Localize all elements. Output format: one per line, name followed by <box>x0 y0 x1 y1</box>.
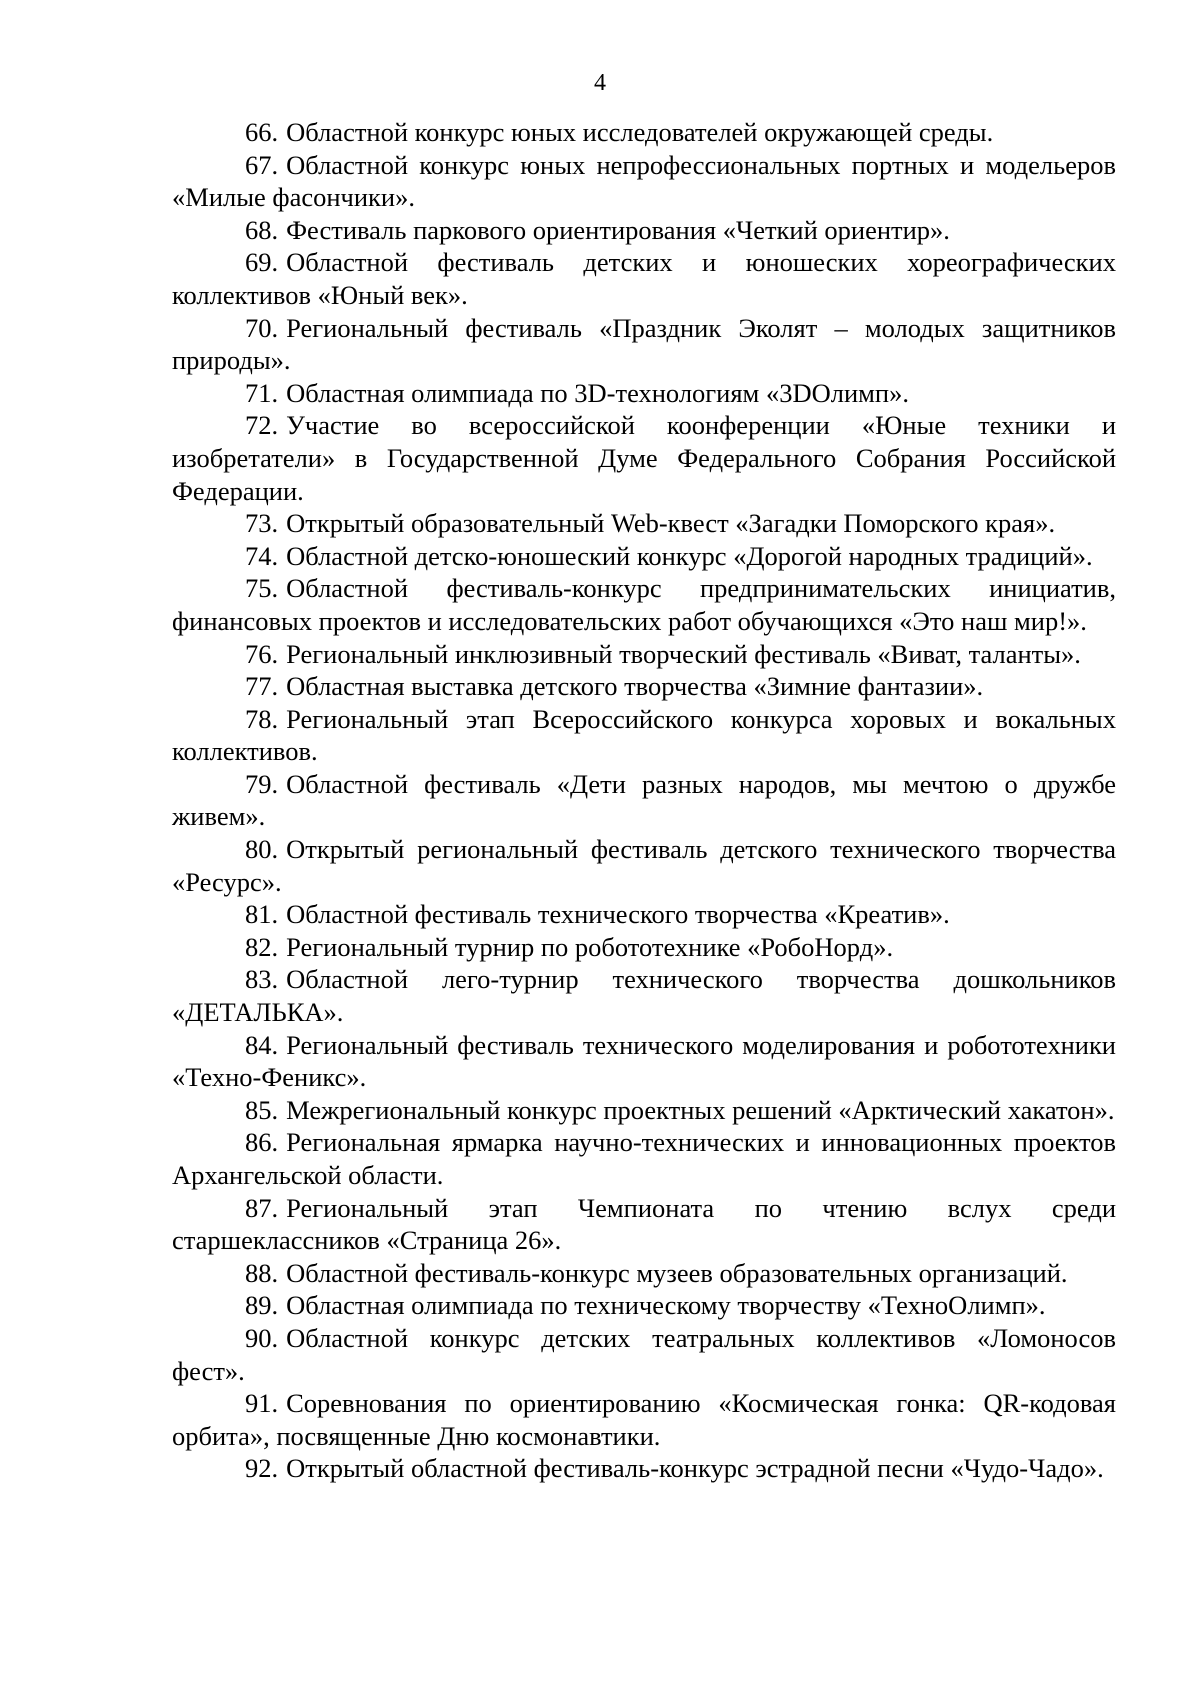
list-item <box>172 833 1116 898</box>
list-item <box>172 1029 1116 1094</box>
list-item <box>172 409 1116 507</box>
list-item <box>172 963 1116 1028</box>
list-item <box>172 312 1116 377</box>
list-item <box>172 1257 1116 1290</box>
item-text: Областная олимпиада по 3D-технологиям «3DОлимп». <box>286 377 909 408</box>
list-item <box>172 572 1116 637</box>
list-item <box>172 1126 1116 1191</box>
list-item <box>172 246 1116 311</box>
item-number: 67. <box>245 149 279 180</box>
item-number: 71. <box>245 377 279 408</box>
item-text: Открытый областной фестиваль-конкурс эстрадной песни «Чудо-Чадо». <box>286 1453 1104 1484</box>
item-number: 76. <box>245 638 279 669</box>
item-number: 74. <box>245 540 279 571</box>
item-text: Областной детско-юношеский конкурс «Дорогой народных традиций». <box>286 540 1093 571</box>
item-text: Областная выставка детского творчества «Зимние фантазии». <box>286 671 984 702</box>
list-item <box>172 1387 1116 1452</box>
item-number: 88. <box>245 1257 279 1288</box>
item-text: Фестиваль паркового ориентирования «Четкий ориентир». <box>286 214 950 245</box>
item-number: 79. <box>245 768 279 799</box>
item-text: Региональный инклюзивный творческий фестиваль «Виват, таланты». <box>286 638 1081 669</box>
item-text: Региональный этап Всероссийского конкурса хоровых и вокальных коллективов. <box>172 703 1116 767</box>
item-text: Областная олимпиада по техническому творчеству «ТехноОлимп». <box>286 1290 1046 1321</box>
list-item <box>172 507 1116 540</box>
item-text: Межрегиональный конкурс проектных решений «Арктический хакатон». <box>286 1094 1115 1125</box>
list-item <box>172 149 1116 214</box>
item-text: Областной конкурс детских театральных коллективов «Ломоносов фест». <box>172 1322 1116 1386</box>
item-text: Областной фестиваль-конкурс музеев образовательных организаций. <box>286 1257 1068 1288</box>
item-text: Региональная ярмарка научно-технических и инновационных проектов Архангельской области. <box>172 1127 1116 1190</box>
list-item <box>172 703 1116 768</box>
item-text: Областной фестиваль-конкурс предпринимательских инициатив, финансовых проектов и исследовательских работ обучающихся «Это наш мир!». <box>172 573 1116 636</box>
page-number: 4 <box>594 70 606 96</box>
item-text: Региональный фестиваль технического моделирования и робототехники «Техно-Феникс». <box>172 1029 1116 1093</box>
item-text: Областной конкурс юных непрофессиональных портных и модельеров «Милые фасончики». <box>172 149 1116 213</box>
item-text: Открытый образовательный Web-квест «Загадки Поморского края». <box>286 508 1056 539</box>
list-item <box>172 898 1116 931</box>
list-item <box>172 1452 1116 1485</box>
item-number: 82. <box>245 931 279 962</box>
item-number: 66. <box>245 117 279 147</box>
list-item <box>172 1192 1116 1257</box>
item-number: 89. <box>245 1290 279 1321</box>
item-text: Региональный этап Чемпионата по чтению вслух среди старшеклассников «Страница 26». <box>172 1192 1116 1256</box>
item-number: 80. <box>245 834 279 865</box>
list-item <box>172 214 1116 247</box>
item-number: 90. <box>245 1322 279 1353</box>
list-item <box>172 1289 1116 1322</box>
list-item <box>172 1094 1116 1127</box>
item-number: 77. <box>245 671 279 702</box>
item-text: Областной фестиваль «Дети разных народов, мы мечтою о дружбе живем». <box>172 768 1116 832</box>
list-item <box>172 931 1116 964</box>
item-text: Областной фестиваль детских и юношеских хореографических коллективов «Юный век». <box>172 247 1116 310</box>
list-item <box>172 540 1116 573</box>
item-text: Открытый региональный фестиваль детского технического творчества «Ресурс». <box>172 834 1116 897</box>
item-number: 92. <box>245 1453 279 1484</box>
item-number: 78. <box>245 703 279 734</box>
list-item <box>172 377 1116 410</box>
item-text: Участие во всероссийской коонференции «Юные техники и изобретатели» в Государственной Думе Федерального Собрания Российской Федерации. <box>172 410 1116 506</box>
item-number: 85. <box>245 1094 279 1125</box>
item-text: Областной конкурс юных исследователей окружающей среды. <box>286 117 994 147</box>
item-text: Региональный фестиваль «Праздник Эколят – молодых защитников природы». <box>172 312 1116 376</box>
list-item <box>172 638 1116 671</box>
item-text: Областной лего-турнир технического творчества дошкольников «ДЕТАЛЬКА». <box>172 964 1116 1028</box>
item-number: 73. <box>245 508 279 539</box>
item-number: 68. <box>245 214 279 245</box>
item-number: 75. <box>245 573 279 604</box>
item-text: Соревнования по ориентированию «Космическая гонка: QR-кодовая орбита», посвященные Дню космонавтики. <box>172 1388 1116 1451</box>
list-item <box>172 670 1116 703</box>
item-number: 91. <box>245 1388 279 1419</box>
item-number: 87. <box>245 1192 279 1223</box>
item-text: Областной фестиваль технического творчества «Креатив». <box>286 899 950 930</box>
item-number: 72. <box>245 410 279 441</box>
item-number: 84. <box>245 1029 279 1060</box>
item-text: Региональный турнир по робототехнике «РобоНорд». <box>286 931 894 962</box>
item-number: 69. <box>245 247 279 278</box>
list-item <box>172 1322 1116 1387</box>
item-number: 81. <box>245 899 279 930</box>
numbered-list <box>172 116 1116 1485</box>
item-number: 86. <box>245 1127 279 1158</box>
item-number: 70. <box>245 312 279 343</box>
list-item <box>172 768 1116 833</box>
item-number: 83. <box>245 964 279 995</box>
list-item <box>172 116 1116 149</box>
